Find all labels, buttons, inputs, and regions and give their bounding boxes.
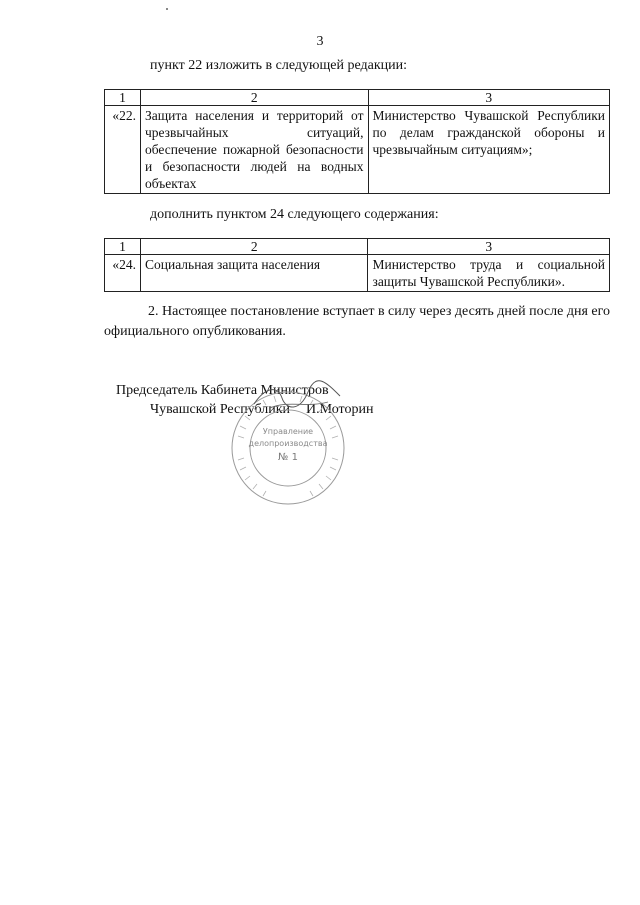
row-title: Защита населения и территорий от чрезвычайных ситуаций, обеспечение пожарной безопасности и безопасности людей на водных объектах [140,106,368,194]
page-number: 3 [316,34,324,49]
section1-intro: пункт 22 изложить в следующей редакции: [150,58,407,73]
row-title: Социальная защита населения [140,255,368,292]
stamp-text-line3: № 1 [278,452,298,463]
stamp-text-line1: Управление [262,427,314,436]
table-row [105,106,610,194]
scan-speck [166,8,168,10]
table-header-row [105,239,610,255]
table-point-24 [104,238,610,292]
clause-2: 2. Настоящее постановление вступает в силу через десять дней после дня его официального опубликования. [104,304,610,339]
signature-title-line1: Председатель Кабинета Министров [116,383,329,398]
header-col-2: 2 [140,90,368,106]
stamp-text-line2: делопроизводства [248,439,328,448]
row-ministry: Министерство Чувашской Республики по делам гражданской обороны и чрезвычайным ситуациям»; [368,106,610,194]
header-col-1: 1 [105,239,141,255]
section2-intro: дополнить пунктом 24 следующего содержания: [150,207,439,222]
header-col-3: 3 [368,239,610,255]
signatory-name: И.Моторин [306,402,374,417]
table-point-22 [104,89,610,194]
header-col-3: 3 [368,90,610,106]
header-col-1: 1 [105,90,141,106]
signature-title-line2: Чувашской Республики [150,402,291,417]
row-ministry: Министерство труда и социальной защиты Чувашской Республики». [368,255,610,292]
handwritten-signature-icon [248,378,348,418]
header-col-2: 2 [140,239,368,255]
row-number: «24. [105,255,141,292]
table-row [105,255,610,292]
row-number: «22. [105,106,141,194]
table-header-row [105,90,610,106]
